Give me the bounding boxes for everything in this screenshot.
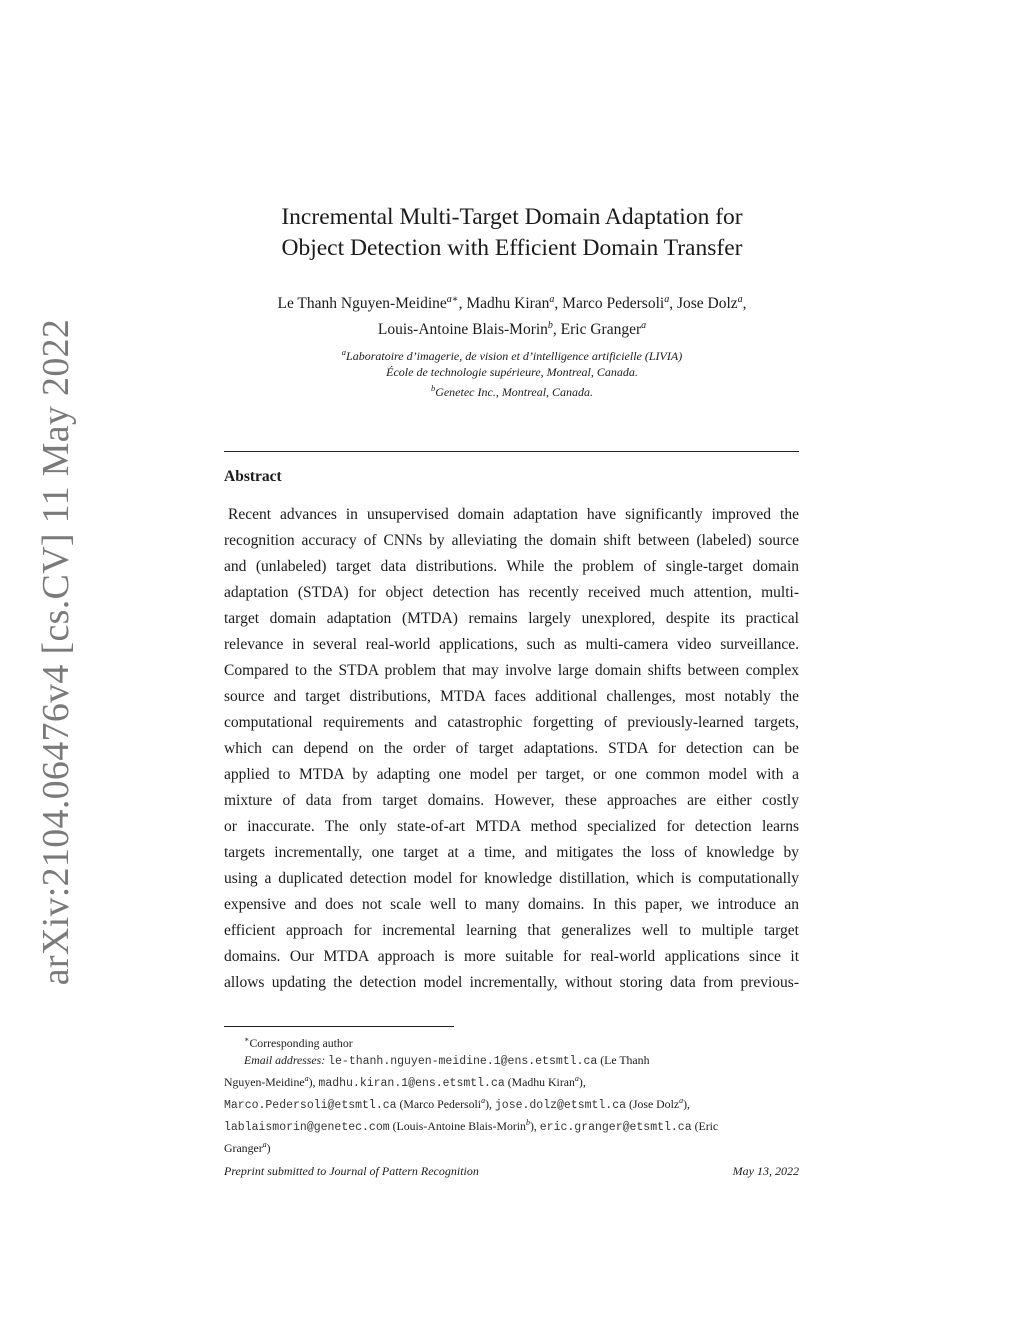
- abstract-line: and (unlabeled) target data distributions. While the problem of single-target domain: [224, 558, 799, 575]
- abstract-line: Recent advances in unsupervised domain adaptation have significantly improved the: [228, 506, 799, 523]
- author-line-2: Louis-Antoine Blais-Morin$^b$, Eric Granger$^a$: [377, 320, 647, 339]
- email-line-1: [224, 1052, 799, 1070]
- email-owner: (Madhu Kiran: [507, 1074, 575, 1089]
- email-line-5: Granger$^a$): [224, 1139, 271, 1155]
- email-line-2: Nguyen-Meidine$^a$), madhu.kiran.1@ens.etsmtl.ca (Madhu Kiran$^a$),: [224, 1073, 586, 1090]
- affiliation-sup: b: [430, 383, 436, 393]
- email-line-3: Marco.Pedersoli@etsmtl.ca (Marco Pedersoli$^a$), jose.dolz@etsmtl.ca (Jose Dolz$^a$),: [224, 1095, 690, 1112]
- abstract-line: efficient approach for incremental learning that generalizes well to multiple target: [224, 922, 799, 939]
- arxiv-id: arXiv:2104.06476v4 [cs.CV] 11 May 2022: [35, 318, 77, 986]
- author-name: Louis-Antoine Blais-Morin: [377, 321, 548, 339]
- corresponding-author-note: [224, 1031, 799, 1052]
- abstract-line: applied to MTDA by adapting one model per target, or one common model with a: [224, 766, 799, 783]
- email-owner: (Le Thanh: [600, 1052, 650, 1067]
- author-sup: a: [641, 320, 647, 332]
- affiliation-line-2: École de technologie supérieure, Montreal, Canada.: [386, 365, 638, 379]
- email-line-4: lablaismorin@genetec.com (Louis-Antoine Blais-Morin$^b$), eric.granger@etsmtl.ca (Eric: [224, 1117, 719, 1134]
- abstract-line: targets incrementally, one target at a time, and mitigates the loss of knowledge by: [224, 844, 799, 861]
- title-line-2: Object Detection with Efficient Domain Transfer: [281, 235, 743, 261]
- abstract-line: expensive and does not scale well to many domains. In this paper, we introduce an: [224, 896, 799, 913]
- author-sup: a: [481, 1095, 486, 1105]
- footnote-rule: [224, 1026, 454, 1027]
- email-owner: (Marco Pedersoli: [399, 1096, 482, 1111]
- author-name: Madhu Kiran: [466, 295, 550, 313]
- affiliation-text: Genetec Inc., Montreal, Canada.: [435, 385, 594, 399]
- author-name: Eric Granger: [560, 321, 642, 339]
- abstract-line: recognition accuracy of CNNs by alleviating the domain shift between (labeled) source: [224, 532, 799, 549]
- email-link[interactable]: le-thanh.nguyen-meidine.1@ens.etsmtl.ca: [328, 1054, 598, 1068]
- abstract-line: computational requirements and catastrophic forgetting of previously-learned targets,: [224, 714, 799, 731]
- abstract-line: or inaccurate. The only state-of-art MTDA method specialized for detection learns: [224, 818, 799, 835]
- abstract-line: Compared to the STDA problem that may involve large domain shifts between complex: [224, 662, 799, 679]
- email-link[interactable]: lablaismorin@genetec.com: [224, 1120, 390, 1134]
- paper-title: [180, 202, 844, 264]
- abstract-line: relevance in several real-world applications, such as multi-camera video surveillance.: [224, 636, 799, 653]
- author-sup: a∗: [446, 294, 459, 305]
- author-name: Marco Pedersoli: [562, 295, 665, 313]
- email-owner: (Jose Dolz: [628, 1096, 680, 1111]
- author-sup: b: [525, 1117, 530, 1127]
- abstract-top-rule: [224, 451, 799, 452]
- affiliation-sup: a: [341, 347, 347, 357]
- corresponding-label: Corresponding author: [249, 1035, 353, 1050]
- abstract-line: domains. Our MTDA approach is more suitable for real-world applications since it: [224, 948, 799, 965]
- affiliation-text: Laboratoire d’imagerie, de vision et d’intelligence artificielle (LIVIA): [346, 349, 683, 363]
- affiliation-line-1: [180, 344, 844, 364]
- author-sup: a: [679, 1095, 684, 1105]
- affiliation-line-3: [180, 380, 844, 400]
- author-sup: a: [664, 294, 670, 305]
- author-sup: b: [547, 320, 553, 332]
- abstract-line: mixture of data from target domains. However, these approaches are either costly: [224, 792, 799, 809]
- abstract-body: [224, 502, 799, 996]
- email-owner: Nguyen-Meidine: [224, 1074, 305, 1089]
- author-list: [180, 289, 844, 341]
- affiliations: [180, 344, 844, 400]
- author-sup: a: [549, 294, 555, 305]
- abstract-line: using a duplicated detection model for knowledge distillation, which is computationally: [224, 870, 799, 887]
- abstract-line: target domain adaptation (MTDA) remains largely unexplored, despite its practical: [224, 610, 799, 627]
- abstract-line: allows updating the detection model incrementally, without storing data from previous-: [224, 974, 799, 991]
- email-label: Email addresses:: [244, 1052, 326, 1067]
- footer-journal: Preprint submitted to Journal of Pattern Recognition: [224, 1164, 479, 1178]
- email-link[interactable]: eric.granger@etsmtl.ca: [539, 1120, 692, 1134]
- footer-date: May 13, 2022: [732, 1164, 799, 1178]
- footnote-marker: ∗: [244, 1035, 250, 1044]
- footnote: [224, 1031, 799, 1157]
- author-name: Jose Dolz: [676, 295, 738, 313]
- abstract-line: which can depend on the order of target adaptations. STDA for detection can be: [224, 740, 799, 757]
- author-sup: a: [304, 1073, 309, 1083]
- email-owner: (Eric: [694, 1118, 719, 1133]
- abstract-line: source and target distributions, MTDA faces additional challenges, most notably the: [224, 688, 799, 705]
- email-link[interactable]: jose.dolz@etsmtl.ca: [494, 1098, 627, 1112]
- author-sup: a: [737, 294, 743, 305]
- author-sup: a: [574, 1073, 579, 1083]
- abstract-heading: Abstract: [224, 468, 282, 485]
- title-line-1: Incremental Multi-Target Domain Adaptation for: [281, 204, 743, 230]
- author-name: Le Thanh Nguyen-Meidine: [277, 295, 447, 313]
- author-line-1: Le Thanh Nguyen-Meidine$^{a∗}$, Madhu Kiran$^a$, Marco Pedersoli$^a$, Jose Dolz$^a$,: [277, 294, 747, 313]
- email-owner: (Louis-Antoine Blais-Morin: [392, 1118, 526, 1133]
- author-sup: a: [262, 1139, 267, 1149]
- email-link[interactable]: madhu.kiran.1@ens.etsmtl.ca: [318, 1076, 505, 1090]
- email-owner: Granger: [224, 1140, 263, 1155]
- email-link[interactable]: Marco.Pedersoli@etsmtl.ca: [224, 1098, 397, 1112]
- abstract-line: adaptation (STDA) for object detection has recently received much attention, multi-: [224, 584, 799, 601]
